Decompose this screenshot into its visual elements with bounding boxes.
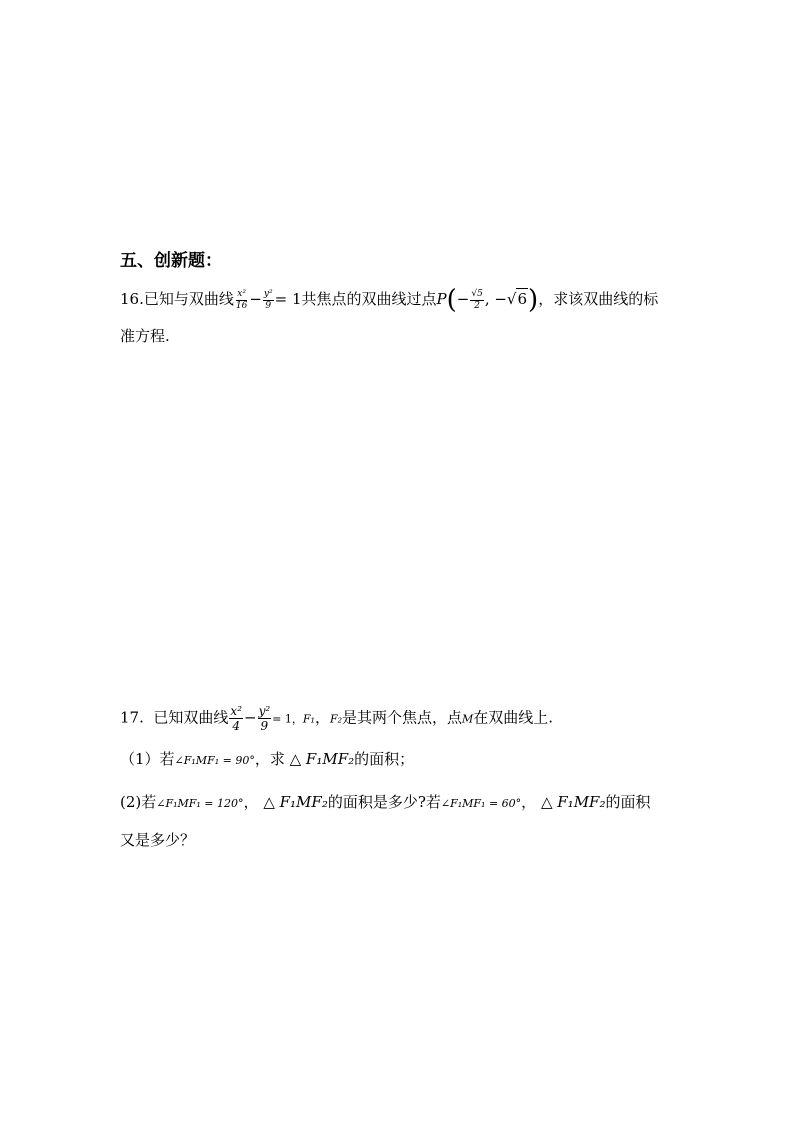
minus-sign: − bbox=[249, 290, 262, 308]
question-number: 16. bbox=[120, 290, 144, 308]
question-text: 的面积是多少?若 bbox=[327, 793, 441, 811]
equation-rhs: = 1， bbox=[272, 712, 303, 726]
triangle-expression: △ F₁MF₂ bbox=[540, 793, 606, 811]
fraction-x2-16 bbox=[235, 290, 248, 311]
minus-sign: − bbox=[244, 708, 257, 727]
angle-expression: ∠F₁MF₁ = 120° bbox=[156, 797, 244, 810]
fraction-numerator: y² bbox=[263, 288, 273, 299]
angle-expression: ∠F₁MF₁ = 60° bbox=[440, 797, 522, 810]
triangle-expression: △ F₁MF₂ bbox=[263, 793, 328, 811]
point-label: P bbox=[436, 290, 447, 308]
point-m: M bbox=[462, 712, 474, 726]
question-text: ，求该双曲线的标 bbox=[538, 290, 659, 308]
fraction-numerator: y² bbox=[258, 704, 271, 718]
question-text: 的面积 bbox=[605, 793, 651, 811]
close-paren: ) bbox=[528, 285, 539, 315]
question-16-line-2: 准方程. bbox=[120, 327, 170, 345]
question-text: 已知与双曲线 bbox=[143, 290, 234, 308]
fraction-denominator: 9 bbox=[260, 719, 269, 733]
equation-rhs: = 1 bbox=[274, 290, 302, 308]
fraction-y2-9 bbox=[263, 290, 274, 311]
sqrt-sign: √ bbox=[506, 290, 517, 308]
fraction-numerator: x² bbox=[230, 704, 242, 718]
question-17-line-1 bbox=[120, 705, 553, 732]
fraction-y2-9 bbox=[258, 705, 272, 732]
fraction-numerator: √5 bbox=[471, 288, 483, 299]
angle-expression: ∠F₁MF₁ = 90° bbox=[174, 754, 255, 767]
fraction-sqrt5-2 bbox=[470, 290, 483, 311]
fraction-denominator: 16 bbox=[235, 300, 248, 311]
question-17-line-4: 又是多少？ bbox=[120, 831, 196, 849]
fraction-numerator: x² bbox=[237, 288, 246, 299]
fraction-x2-4 bbox=[229, 705, 243, 732]
section-heading: 五、创新题： bbox=[120, 251, 222, 271]
question-text: 的面积； bbox=[354, 750, 415, 768]
separator: ， bbox=[243, 793, 259, 811]
question-text: ，求 bbox=[254, 750, 285, 768]
comma: ， bbox=[314, 708, 330, 727]
sqrt-value: 6 bbox=[517, 290, 528, 308]
part-label: (2)若 bbox=[120, 793, 157, 811]
part-label: （1）若 bbox=[120, 750, 175, 768]
minus-sign: − bbox=[456, 290, 470, 308]
focus-f1: F₁ bbox=[302, 712, 315, 726]
question-text: 在双曲线上. bbox=[473, 708, 554, 727]
question-17-part-2 bbox=[120, 792, 651, 814]
fraction-denominator: 2 bbox=[474, 300, 480, 311]
question-text: 已知双曲线 bbox=[153, 708, 229, 727]
question-number: 17. bbox=[120, 708, 144, 727]
separator: , − bbox=[484, 290, 507, 308]
separator: ， bbox=[521, 793, 537, 811]
fraction-denominator: 9 bbox=[265, 300, 272, 311]
question-text: 是其两个焦点，点 bbox=[342, 708, 463, 727]
question-16-line-1 bbox=[120, 287, 658, 313]
open-paren: ( bbox=[446, 285, 457, 315]
triangle-expression: △ F₁MF₂ bbox=[289, 750, 355, 768]
question-text: 共焦点的双曲线过点 bbox=[301, 290, 437, 308]
focus-f2: F₂ bbox=[329, 712, 342, 726]
fraction-denominator: 4 bbox=[232, 719, 241, 733]
question-17-part-1 bbox=[120, 749, 414, 771]
